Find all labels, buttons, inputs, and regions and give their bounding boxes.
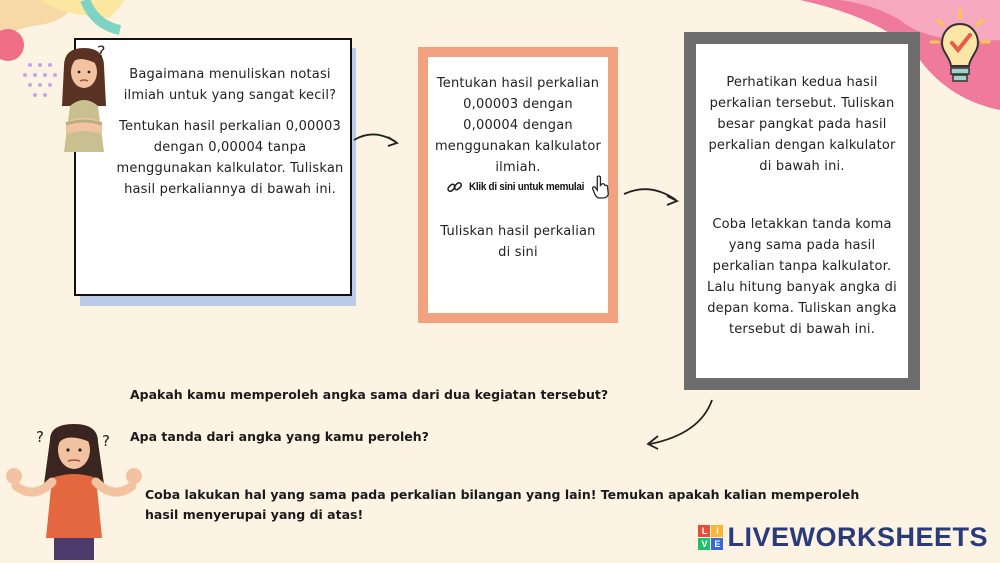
liveworksheets-brand [698, 522, 988, 553]
card2-instruction: Tentukan hasil perkalian 0,00003 dengan 0,00004 dengan menggunakan kalkulator ilmiah. [434, 76, 602, 175]
start-link-label[interactable]: Klik di sini untuk memulai [469, 181, 585, 193]
logo-tile: V [698, 538, 710, 550]
logo-tile: I [711, 525, 723, 537]
question-mark-icon: ? [36, 428, 44, 446]
card3-instruction-1: Perhatikan kedua hasil perkalian tersebut. Tuliskan besar pangkat pada hasil perkalian dengan kalkulator di bawah ini. [708, 75, 896, 174]
liveworksheets-logo [698, 525, 723, 550]
card1-question: Bagaimana menuliskan notasi ilmiah untuk yang sangat kecil? [123, 67, 337, 103]
chain-link-icon [446, 176, 463, 198]
card2-answer-prompt: Tuliskan hasil perkalian di sini [440, 224, 596, 260]
thinking-girl-illustration [48, 44, 120, 156]
pointer-hand-icon [591, 172, 610, 202]
question-1: Apakah kamu memperoleh angka sama dari dua kegiatan tersebut? [130, 387, 609, 402]
question-mark-icon: ? [97, 42, 106, 61]
confused-girl-illustration [4, 420, 144, 560]
lightbulb-check-icon [928, 8, 992, 92]
card3-instruction-2: Coba letakkan tanda koma yang sama pada hasil perkalian tanpa kalkulator. Lalu hitung banyak angka di depan koma. Tuliskan angka tersebut di bawah ini. [707, 217, 897, 337]
question-2: Apa tanda dari angka yang kamu peroleh? [130, 429, 429, 444]
question-3: Coba lakukan hal yang sama pada perkalian bilangan yang lain! Temukan apakah kalian memperoleh hasil menyerupai yang di atas! [145, 487, 860, 522]
liveworksheets-wordmark: LIVEWORKSHEETS [727, 522, 988, 552]
arrow-icon [640, 398, 716, 450]
card1-instruction: Tentukan hasil perkalian 0,00003 dengan 0,00004 tanpa menggunakan kalkulator. Tuliskan hasil perkaliannya di bawah ini. [116, 119, 344, 197]
activity-card-calculator [418, 47, 618, 323]
question-mark-icon: ? [102, 432, 110, 450]
start-link[interactable] [446, 170, 610, 204]
logo-tile: L [698, 525, 710, 537]
arrow-icon [352, 126, 402, 150]
logo-tile: E [711, 538, 723, 550]
activity-card-compare [684, 32, 920, 390]
arrow-icon [622, 180, 682, 210]
